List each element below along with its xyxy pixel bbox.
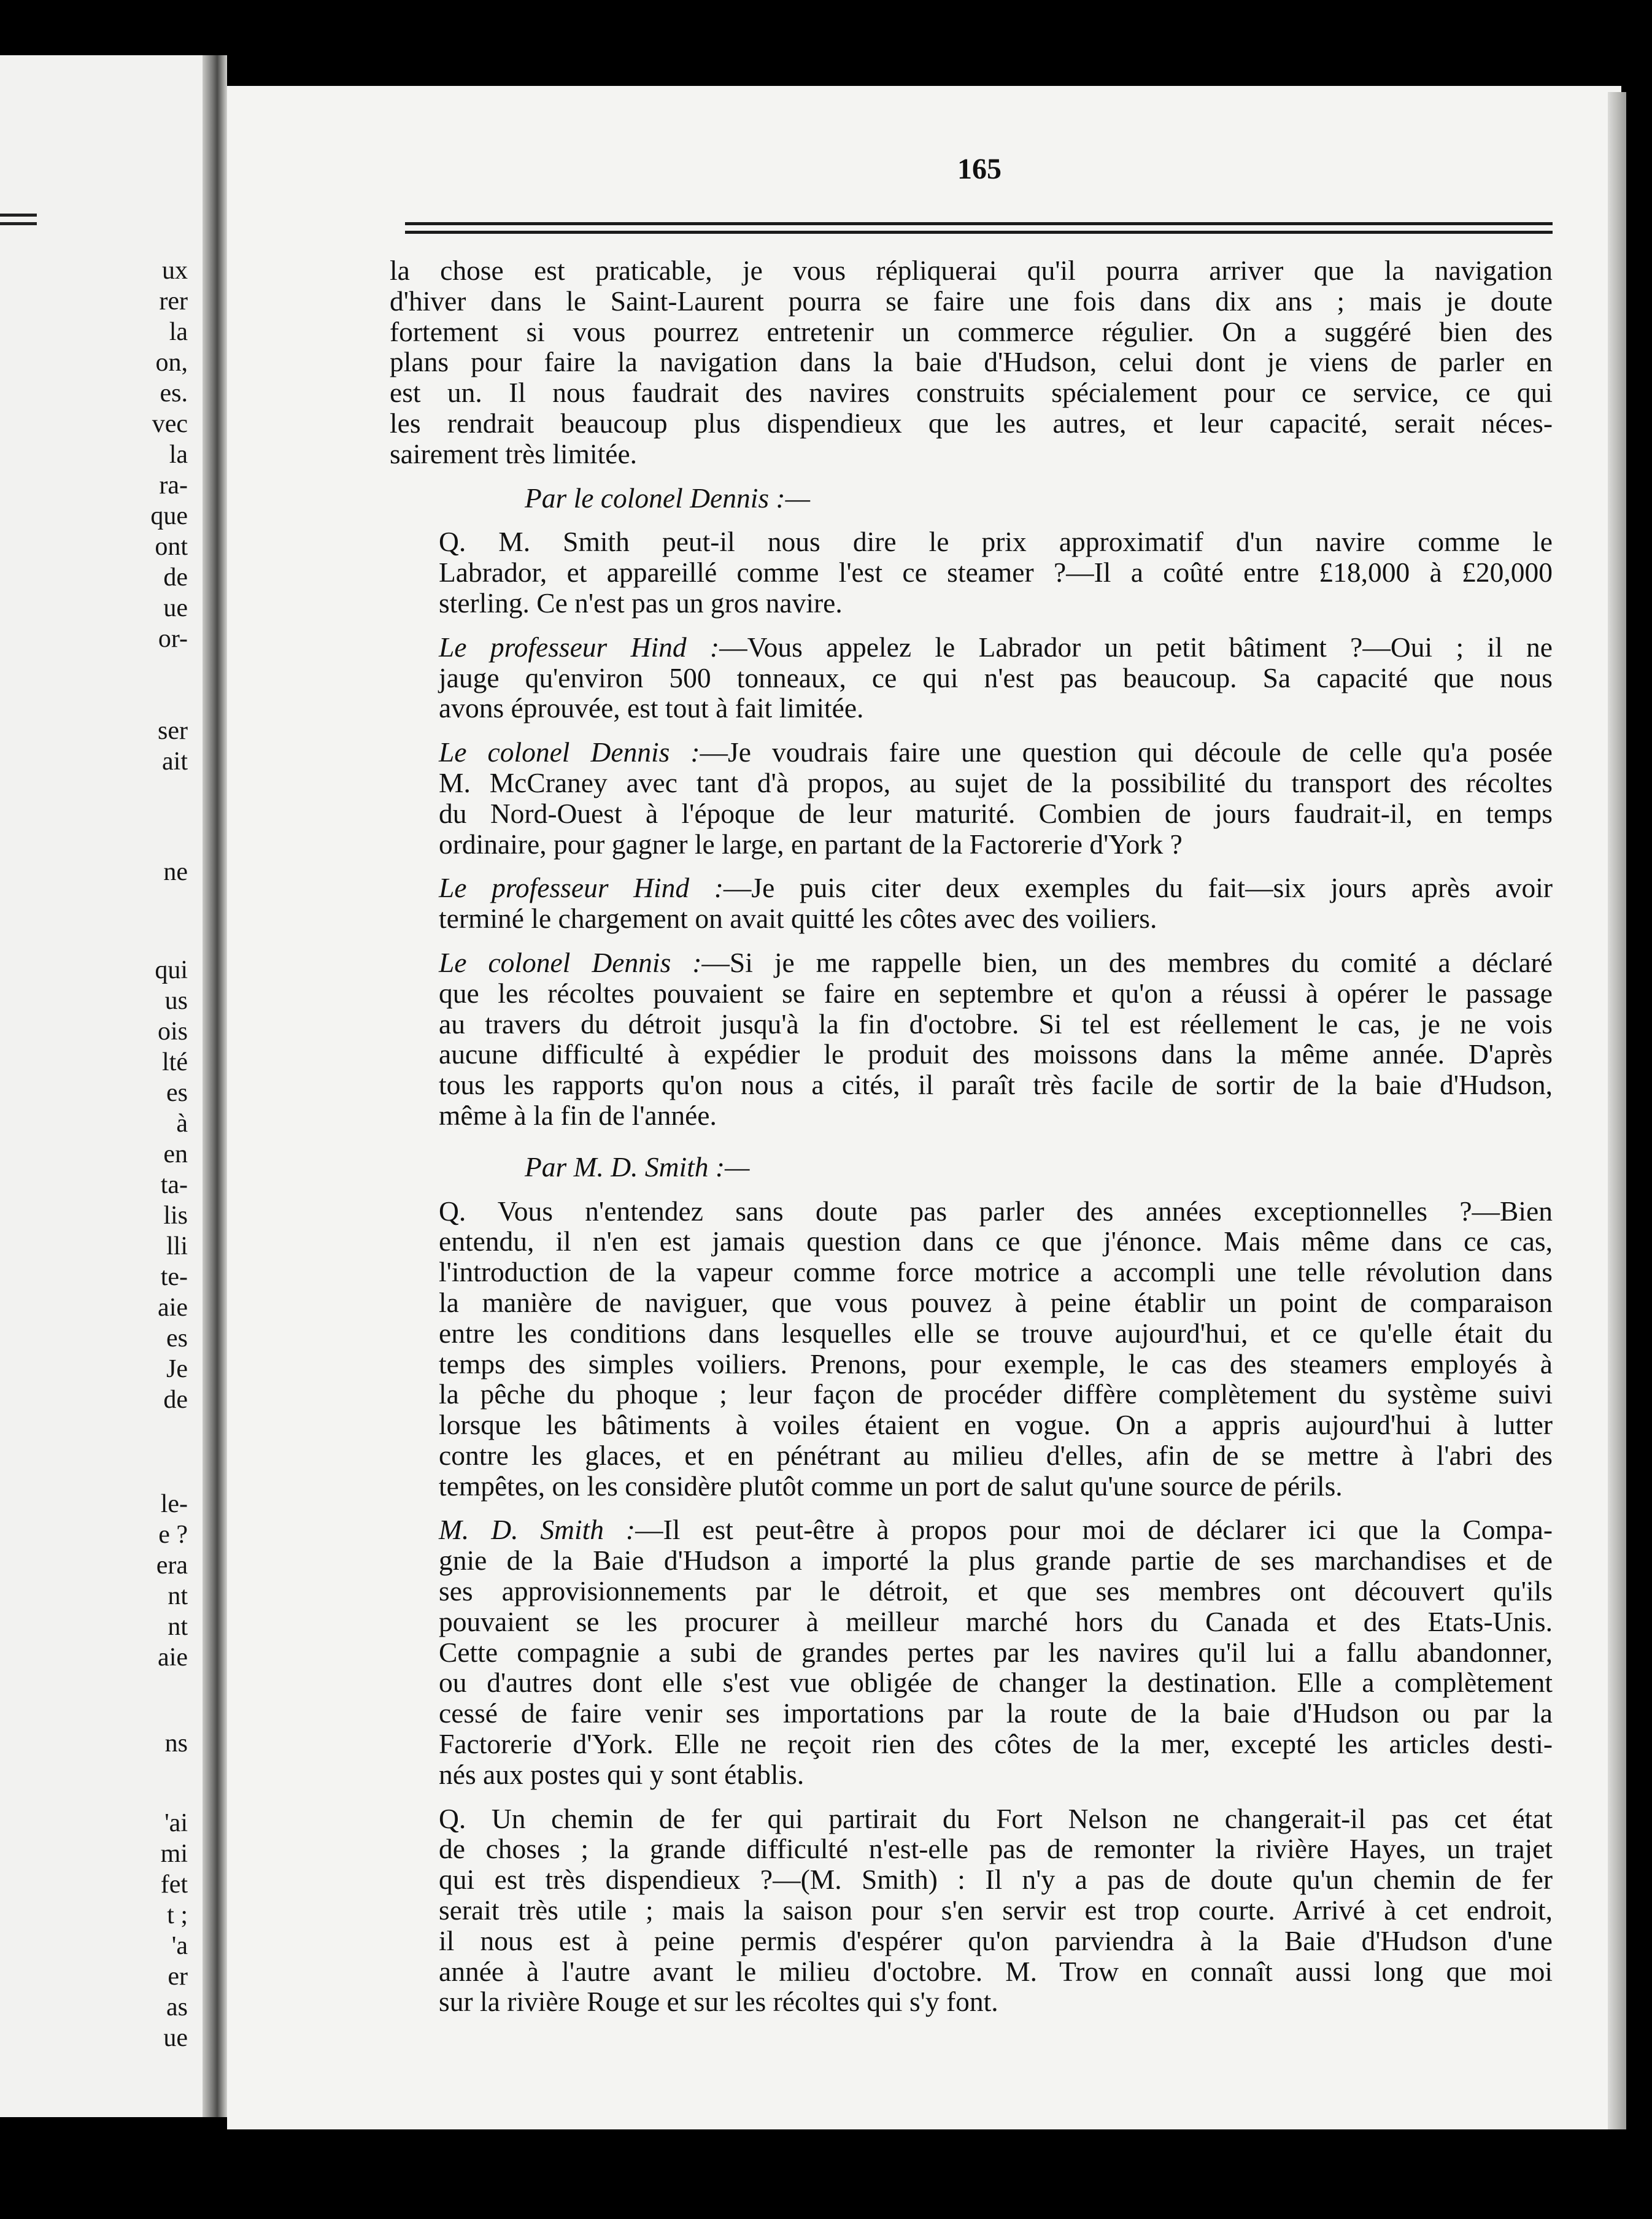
binding-gutter xyxy=(203,55,227,2117)
line-text: la pêche du phoque ; leur façon de procéder diffère complètement du système suivi xyxy=(439,1378,1553,1410)
adjacent-page-fragment: 'ai xyxy=(164,1809,188,1837)
adjacent-page-fragment: t ; xyxy=(167,1901,188,1929)
line-text: —Il est peut-être à propos pour moi de déclarer ici que la Compa- xyxy=(635,1514,1553,1546)
section-heading: Par M. D. Smith :— xyxy=(525,1151,750,1183)
adjacent-page-fragment: en xyxy=(163,1140,188,1168)
body-paragraph xyxy=(390,1196,1553,1502)
text-line xyxy=(390,1759,1553,1790)
line-text: plans pour faire la navigation dans la baie d'Hudson, celui dont je viens de parler en xyxy=(390,346,1553,378)
text-line xyxy=(390,1895,1553,1926)
line-text: tempêtes, on les considère plutôt comme un port de salut qu'une source de périls. xyxy=(439,1470,1343,1502)
body-paragraph xyxy=(390,947,1553,1131)
line-text: Q. Vous n'entendez sans doute pas parler des années exceptionnelles ?—Bien xyxy=(439,1195,1553,1227)
body-paragraph xyxy=(390,737,1553,859)
line-text: aucune difficulté à expédier le produit des moissons dans la même année. D'après xyxy=(439,1038,1553,1070)
text-line xyxy=(390,286,1553,317)
text-line xyxy=(390,255,1553,286)
adjacent-page-fragment: qui xyxy=(155,956,188,984)
line-text: avons éprouvée, est tout à fait limitée. xyxy=(439,692,864,724)
line-text: tous les rapports qu'on nous a cités, il paraît très facile de sortir de la baie d'Hudson, xyxy=(439,1069,1553,1101)
line-text: —Si je me rappelle bien, un des membres du comité a déclaré xyxy=(701,946,1553,978)
adjacent-page-fragment: Je xyxy=(166,1355,188,1383)
adjacent-page-fragment: la xyxy=(169,318,188,346)
text-line xyxy=(390,798,1553,829)
line-text: que les récoltes pouvaient se faire en septembre et qu'on a réussi à opérer le passage xyxy=(439,977,1553,1009)
line-text: nés aux postes qui y sont établis. xyxy=(439,1758,805,1790)
adjacent-page-fragment: 'a xyxy=(171,1932,188,1960)
text-line xyxy=(390,1440,1553,1471)
line-text: sairement très limitée. xyxy=(390,438,638,469)
body-paragraph xyxy=(390,1804,1553,2018)
line-text: contre les glaces, et en pénétrant au milieu d'elles, afin de se mettre à l'abri des xyxy=(439,1439,1553,1471)
line-text: qui est très dispendieux ?—(M. Smith) : Il n'y a pas de doute qu'un chemin de fer xyxy=(439,1864,1553,1896)
adjacent-page-fragment: lis xyxy=(163,1202,188,1230)
line-text: ou d'autres dont elle s'est vue obligée de changer la destination. Elle a complètement xyxy=(439,1667,1553,1699)
adjacent-page-fragment: ta- xyxy=(160,1171,188,1199)
text-line xyxy=(390,527,1553,557)
text-line xyxy=(390,1226,1553,1257)
adjacent-page-fragment: ser xyxy=(158,717,188,745)
text-line xyxy=(390,873,1553,903)
line-text: sur la rivière Rouge et sur les récoltes qui s'y font. xyxy=(439,1986,998,2018)
text-line xyxy=(390,1318,1553,1349)
adjacent-page-fragment: as xyxy=(166,1993,188,2021)
adjacent-page-fragment: de xyxy=(163,563,188,592)
text-line xyxy=(390,1637,1553,1668)
adjacent-page-strip xyxy=(0,55,203,2117)
section-heading: Par le colonel Dennis :— xyxy=(525,482,811,514)
text-line xyxy=(390,1864,1553,1895)
line-text: Factorerie d'York. Elle ne reçoit rien des côtes de la mer, excepté les articles desti- xyxy=(439,1728,1553,1760)
text-line xyxy=(390,439,1553,469)
adjacent-page-fragment: lté xyxy=(162,1048,188,1076)
adjacent-page-fragment: que xyxy=(150,502,188,530)
line-text: Cette compagnie a subi de grandes pertes par les navires qu'il lui a fallu abandonner, xyxy=(439,1636,1553,1668)
text-line xyxy=(390,1576,1553,1607)
text-line xyxy=(390,693,1553,724)
text-line xyxy=(390,408,1553,439)
text-line xyxy=(390,632,1553,663)
adjacent-page-fragment: de xyxy=(163,1386,188,1414)
text-line xyxy=(390,1607,1553,1637)
body-paragraph xyxy=(390,255,1553,469)
adjacent-page-fragment: on, xyxy=(155,349,188,377)
line-text: fortement si vous pourrez entretenir un commerce régulier. On a suggéré bien des xyxy=(390,315,1553,347)
text-line xyxy=(390,1410,1553,1440)
speaker-label: Le professeur Hind : xyxy=(439,631,720,663)
adjacent-page-fragment: e ? xyxy=(158,1521,188,1549)
line-text: serait très utile ; mais la saison pour s'en servir est trop courte. Arrivé à cet endroit, xyxy=(439,1894,1553,1926)
text-line xyxy=(390,1515,1553,1545)
text-line xyxy=(390,377,1553,408)
text-line xyxy=(390,1039,1553,1070)
text-line xyxy=(390,588,1553,619)
text-line xyxy=(390,1729,1553,1759)
adjacent-page-fragment: ue xyxy=(163,594,188,622)
text-line xyxy=(390,1956,1553,1987)
line-text: ordinaire, pour gagner le large, en partant de la Factorerie d'York ? xyxy=(439,828,1183,860)
adjacent-page-fragment: ue xyxy=(163,2024,188,2052)
text-line xyxy=(390,1009,1553,1040)
adjacent-page-fragment: la xyxy=(169,441,188,469)
line-text: la manière de naviguer, que vous pouvez à peine établir un point de comparaison xyxy=(439,1286,1553,1318)
adjacent-page-fragment: rer xyxy=(159,287,188,315)
text-line xyxy=(390,1257,1553,1287)
adjacent-page-fragment: ra- xyxy=(159,471,188,500)
text-line xyxy=(390,1287,1553,1318)
line-text: M. McCraney avec tant d'à propos, au sujet de la possibilité du transport des récoltes xyxy=(439,766,1553,798)
adjacent-page-fragment: ait xyxy=(162,747,188,776)
line-text: même à la fin de l'année. xyxy=(439,1099,717,1131)
line-text: terminé le chargement on avait quitté les côtes avec des voiliers. xyxy=(439,903,1157,935)
text-line xyxy=(390,1471,1553,1502)
text-line xyxy=(390,829,1553,860)
adjacent-page-fragment: aie xyxy=(158,1294,188,1322)
text-line xyxy=(390,1698,1553,1729)
speaker-label: Le colonel Dennis : xyxy=(439,736,700,768)
line-text: entendu, il n'en est jamais question dans ce que j'énonce. Mais même dans ce cas, xyxy=(439,1225,1553,1257)
adjacent-page-fragment: er xyxy=(168,1962,188,1991)
adjacent-page-fragment: vec xyxy=(152,410,188,438)
line-text: l'introduction de la vapeur comme force motrice a accompli une telle révolution dans xyxy=(439,1256,1553,1288)
header-rule-top xyxy=(405,222,1553,225)
line-text: jauge qu'environ 500 tonneaux, ce qui n'est pas beaucoup. Sa capacité que nous xyxy=(439,662,1553,693)
page-number: 165 xyxy=(957,153,1002,185)
adjacent-page-fragment: era xyxy=(156,1551,188,1580)
adjacent-page-fragment: te- xyxy=(160,1263,188,1291)
line-text: de choses ; la grande difficulté n'est-elle pas de remonter la rivière Hayes, un trajet xyxy=(439,1833,1553,1865)
body-paragraph xyxy=(390,527,1553,618)
page-edge xyxy=(1608,92,1626,2129)
adjacent-page-fragment: mi xyxy=(160,1840,188,1868)
text-line xyxy=(390,557,1553,588)
line-text: sterling. Ce n'est pas un gros navire. xyxy=(439,587,843,619)
text-line xyxy=(390,347,1553,377)
text-line xyxy=(390,1545,1553,1576)
line-text: lorsque les bâtiments à voiles étaient en vogue. On a appris aujourd'hui à lutter xyxy=(439,1409,1553,1441)
line-text: au travers du détroit jusqu'à la fin d'octobre. Si tel est réellement le cas, je ne vois xyxy=(439,1008,1553,1040)
line-text: pouvaient se les procurer à meilleur marché hors du Canada et des Etats-Unis. xyxy=(439,1605,1553,1637)
text-line xyxy=(390,903,1553,934)
text-line xyxy=(390,768,1553,798)
text-line xyxy=(390,1100,1553,1131)
adjacent-page-fragment: ns xyxy=(164,1729,188,1758)
text-line xyxy=(390,737,1553,768)
text-line xyxy=(390,1926,1553,1956)
adjacent-page-fragment: es xyxy=(166,1324,188,1353)
adjacent-page-fragment: le- xyxy=(160,1490,188,1518)
adjacent-page-fragment: es. xyxy=(160,379,188,407)
line-text: entre les conditions dans lesquelles elle se trouve aujourd'hui, et ce qu'elle était du xyxy=(439,1317,1553,1349)
text-line xyxy=(390,1986,1553,2017)
line-text: du Nord-Ouest à l'époque de leur maturité. Combien de jours faudrait-il, en temps xyxy=(439,797,1553,829)
text-line xyxy=(390,1804,1553,1834)
line-text: —Je voudrais faire une question qui découle de celle qu'a posée xyxy=(700,736,1553,768)
adjacent-page-fragment: nt xyxy=(168,1582,188,1610)
speaker-label: Le colonel Dennis : xyxy=(439,946,702,978)
line-text: Q. Un chemin de fer qui partirait du Fort Nelson ne changerait-il pas cet état xyxy=(439,1802,1553,1834)
line-text: Q. M. Smith peut-il nous dire le prix approximatif d'un navire comme le xyxy=(439,526,1553,558)
adjacent-page-fragment: aie xyxy=(158,1643,188,1672)
line-text: —Je puis citer deux exemples du fait—six jours après avoir xyxy=(723,872,1553,904)
adjacent-page-fragment: ne xyxy=(163,858,188,886)
adjacent-page-fragment: us xyxy=(164,987,188,1015)
line-text: année à l'autre avant le milieu d'octobre. M. Trow en connaît aussi long que moi xyxy=(439,1955,1553,1987)
line-text: la chose est praticable, je vous répliquerai qu'il pourra arriver que la navigation xyxy=(390,255,1553,286)
adjacent-page-fragment: nt xyxy=(168,1613,188,1641)
adjacent-page-fragment: ont xyxy=(155,533,188,561)
line-text: d'hiver dans le Saint-Laurent pourra se faire une fois dans dix ans ; mais je doute xyxy=(390,285,1553,317)
body-paragraph xyxy=(390,1515,1553,1789)
speaker-label: M. D. Smith : xyxy=(439,1514,636,1546)
adjacent-page-fragment: lli xyxy=(166,1232,188,1260)
body-paragraph xyxy=(390,632,1553,724)
line-text: est un. Il nous faudrait des navires construits spécialement pour ce service, ce qui xyxy=(390,377,1553,409)
text-line xyxy=(390,1196,1553,1227)
line-text: les rendrait beaucoup plus dispendieux que les autres, et leur capacité, serait néces- xyxy=(390,407,1553,439)
line-text: Labrador, et appareillé comme l'est ce steamer ?—Il a coûté entre £18,000 à £20,000 xyxy=(439,557,1553,589)
line-text: temps des simples voiliers. Prenons, pour exemple, le cas des steamers employés à xyxy=(439,1348,1553,1380)
text-line xyxy=(390,1834,1553,1864)
text-line xyxy=(390,1349,1553,1380)
adjacent-page-fragment: ois xyxy=(157,1017,188,1046)
adjacent-page-rule xyxy=(0,214,37,217)
text-line xyxy=(390,317,1553,347)
text-line xyxy=(390,663,1553,693)
page-body xyxy=(390,255,1553,2017)
text-line xyxy=(390,978,1553,1009)
line-text: il nous est à peine permis d'espérer qu'on parviendra à la Baie d'Hudson d'une xyxy=(439,1924,1553,1956)
header-rule-bottom xyxy=(405,231,1553,234)
text-line xyxy=(390,1379,1553,1410)
adjacent-page-fragment: es xyxy=(166,1079,188,1107)
text-line xyxy=(390,947,1553,978)
adjacent-page-rule xyxy=(0,222,37,225)
speaker-label: Le professeur Hind : xyxy=(439,872,724,904)
line-text: cessé de faire venir ses importations par la route de la baie d'Hudson ou par la xyxy=(439,1697,1553,1729)
adjacent-page-fragment: or- xyxy=(158,625,188,653)
text-line xyxy=(390,1667,1553,1698)
adjacent-page-fragment: ux xyxy=(162,257,188,285)
adjacent-page-fragment: fet xyxy=(160,1870,188,1899)
adjacent-page-fragment: à xyxy=(176,1110,188,1138)
line-text: ses approvisionnements par le détroit, et que ses membres ont découvert qu'ils xyxy=(439,1575,1553,1607)
line-text: gnie de la Baie d'Hudson a importé la plus grande partie de ses marchandises et de xyxy=(439,1545,1553,1576)
line-text: —Vous appelez le Labrador un petit bâtiment ?—Oui ; il ne xyxy=(719,631,1553,663)
text-line xyxy=(390,1070,1553,1100)
body-paragraph xyxy=(390,873,1553,934)
